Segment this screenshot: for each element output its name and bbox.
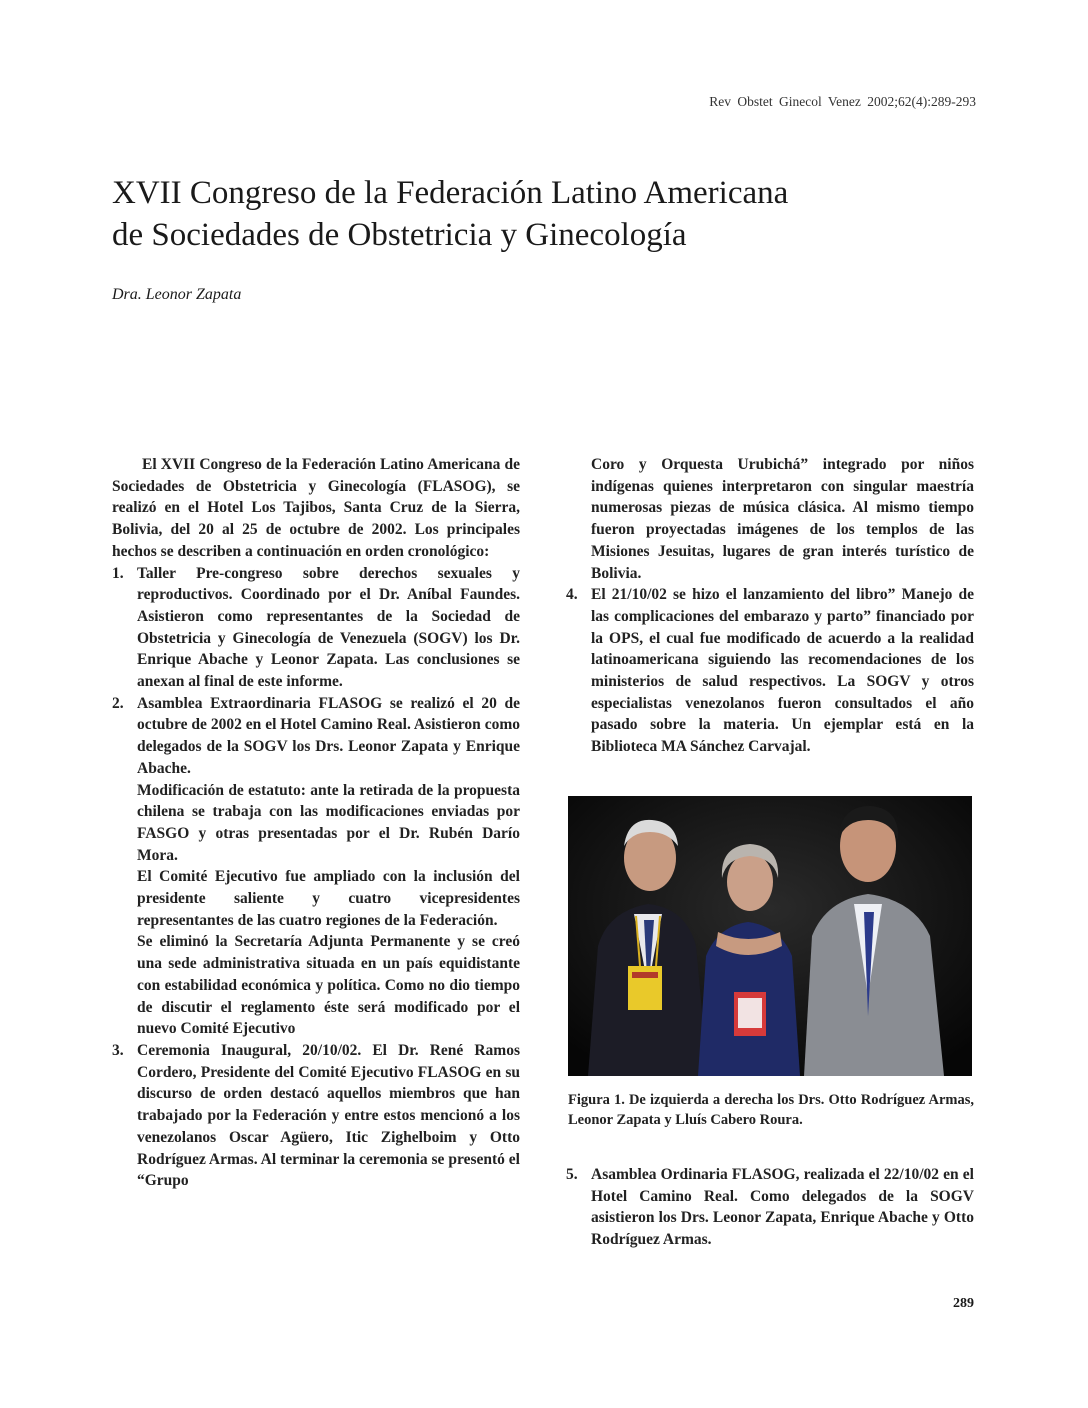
list-item-2-paragraph: El Comité Ejecutivo fue ampliado con la inclusión del presidente saliente y cuatro vicepresidentes representantes de las cuatro regiones de la Federación. — [137, 868, 520, 929]
list-item-5 — [566, 1164, 974, 1251]
page-number: 289 — [953, 1296, 974, 1311]
figure-1-photo — [568, 796, 972, 1076]
list-item-2 — [112, 693, 520, 780]
list-text: Asamblea Extraordinaria FLASOG se realizó el 20 de octubre de 2002 en el Hotel Camino Real. Asistieron como delegados de la SOGV los Drs. Leonor Zapata y Enrique Abache. — [137, 694, 520, 777]
list-text: Asamblea Ordinaria FLASOG, realizada el 22/10/02 en el Hotel Camino Real. Como delegados de la SOGV asistieron los Drs. Leonor Zapata, Enrique Abache y Otto Rodríguez Armas. — [591, 1166, 974, 1249]
author-name: Dra. Leonor Zapata — [112, 286, 242, 303]
list-number: 2. — [112, 694, 124, 712]
list-number: 5. — [566, 1166, 578, 1183]
list-item-3 — [112, 1040, 520, 1192]
left-column — [112, 454, 520, 1192]
intro-paragraph: El XVII Congreso de la Federación Latino Americana de Sociedades de Obstetricia y Ginecología (FLASOG), se realizó en el Hotel Los Tajibos, Santa Cruz de la Sierra, Bolivia, del 20 al 25 de octubre de 2002. Los principales hechos se describen a continuación en orden cronológico: — [112, 456, 520, 560]
list-text: El 21/10/02 se hizo el lanzamiento del libro” Manejo de las complicaciones del embarazo y parto” financiado por la OPS, el cual fue modificado de acuerdo a la realidad latinoamericana siguiendo las recomendaciones de los ministerios de salud respectivos. La SOGV y otros especialistas venezolanos fueron consultados el año pasado sobre la materia. Un ejemplar está en la Biblioteca MA Sánchez Carvajal. — [591, 586, 974, 756]
figure-caption: Figura 1. De izquierda a derecha los Drs. Otto Rodríguez Armas, Leonor Zapata y Lluís Cabero Roura. — [568, 1092, 974, 1128]
journal-citation: Rev Obstet Ginecol Venez 2002;62(4):289-293 — [709, 94, 976, 109]
list-number: 1. — [112, 564, 124, 582]
list-item-2-paragraph: Se eliminó la Secretaría Adjunta Permanente y se creó una sede administrativa situada en un país equidistante con estabilidad económica y política. Como no dio tiempo de discutir el reglamento éste será modificado por el nuevo Comité Ejecutivo — [137, 933, 520, 1038]
list-text: Ceremonia Inaugural, 20/10/02. El Dr. René Ramos Cordero, Presidente del Comité Ejecutivo FLASOG en su discurso de orden destacó aquellos miembros que han trabajado por la Federación y entre estos mencionó a los venezolanos Oscar Agüero, Itic Zighelboim y Otto Rodríguez Armas. Al terminar la ceremonia se presentó el “Grupo — [137, 1041, 520, 1190]
article-title — [112, 172, 992, 256]
list-item-3-continued: Coro y Orquesta Urubichá” integrado por niños indígenas quienes interpretaron con singular maestría numerosas piezas de música clásica. Al mismo tiempo fueron proyectadas imágenes de los templos de las Misiones Jesuitas, lugares de gran interés turístico de Bolivia. — [591, 456, 974, 582]
title-line-1: XVII Congreso de la Federación Latino Americana — [112, 175, 789, 211]
list-item-1 — [112, 563, 520, 693]
list-text: Taller Pre-congreso sobre derechos sexuales y reproductivos. Coordinado por el Dr. Aníbal Faundes. Asistieron como representantes de la Sociedad de Obstetricia y Ginecología de Venezuela (SOGV) los Dr. Enrique Abache y Leonor Zapata. Las conclusiones se anexan al final de este informe. — [137, 564, 520, 691]
title-line-2: de Sociedades de Obstetricia y Ginecología — [112, 217, 687, 253]
right-column — [566, 454, 974, 758]
list-number: 4. — [566, 586, 578, 604]
photo-illustration — [568, 796, 972, 1076]
list-item-2-paragraph: Modificación de estatuto: ante la retirada de la propuesta chilena se trabaja con las modificaciones enviadas por FASGO y otras presentadas por el Dr. Rubén Darío Mora. — [137, 781, 520, 864]
list-item-4 — [566, 584, 974, 758]
list-number: 3. — [112, 1041, 124, 1059]
right-column-lower — [566, 1164, 974, 1251]
